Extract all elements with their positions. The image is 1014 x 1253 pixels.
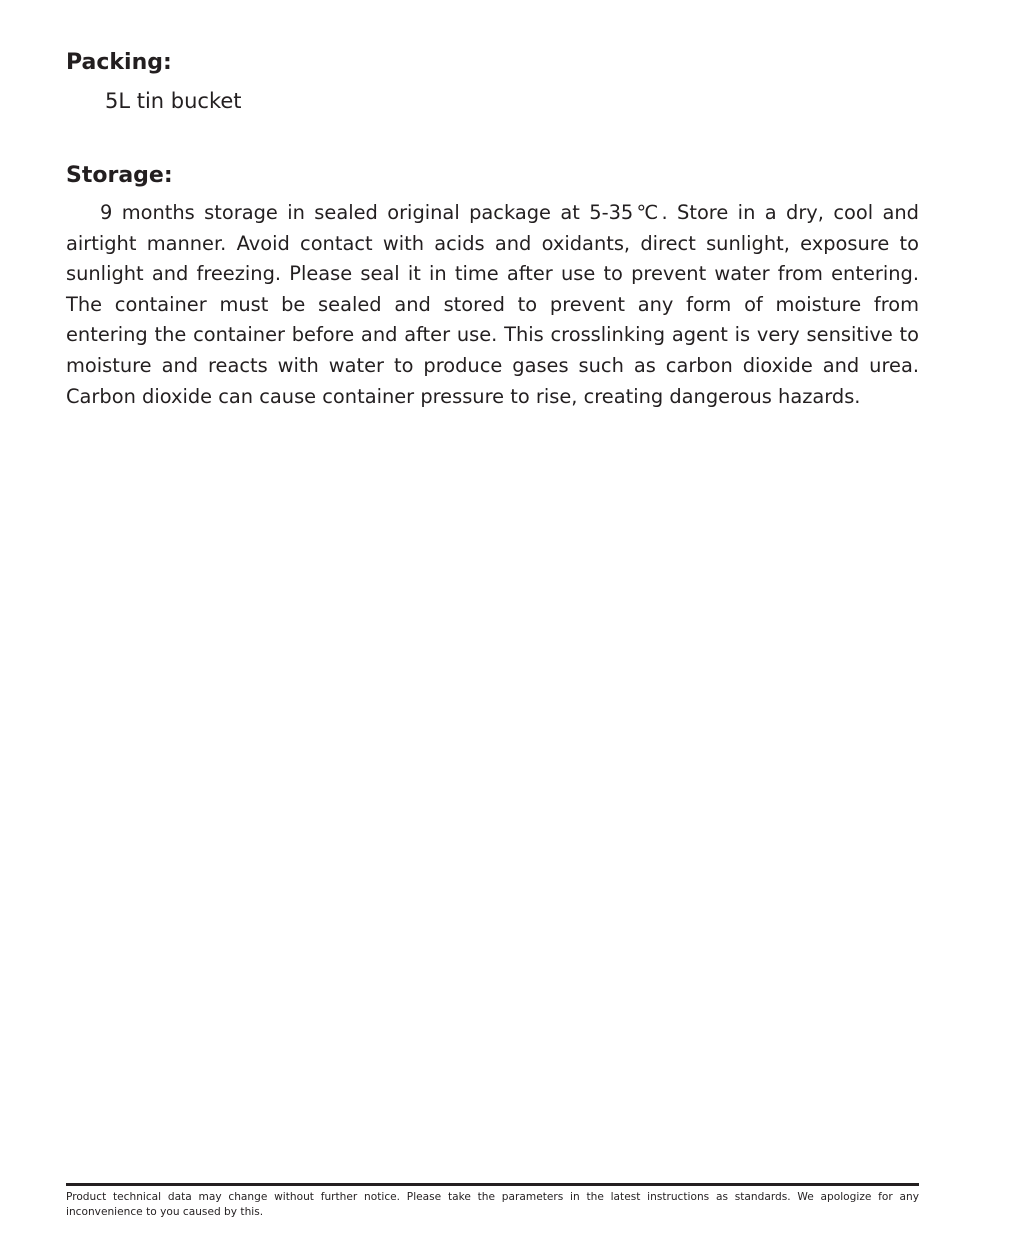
packing-heading: Packing: — [66, 50, 172, 75]
document-page — [66, 0, 919, 1253]
storage-body: 9 months storage in sealed original package at 5-35℃. Store in a dry, cool and airtight manner. Avoid contact with acids and oxidants, direct sunlight, exposure to sunlight and freezing. Please seal it in time after use to prevent water from entering. The container must be sealed and stored to prevent any form of moisture from entering the container before and after use. This crosslinking agent is very sensitive to moisture and reacts with water to produce gases such as carbon dioxide and urea. Carbon dioxide can cause container pressure to rise, creating dangerous hazards. — [66, 201, 919, 408]
footer-divider — [66, 1183, 919, 1186]
packing-value: 5L tin bucket — [105, 89, 242, 113]
storage-heading: Storage: — [66, 163, 173, 188]
footer-disclaimer: Product technical data may change without further notice. Please take the parameters in the latest instructions as standards. We apologize for any inconvenience to you caused by this. — [66, 1191, 919, 1218]
